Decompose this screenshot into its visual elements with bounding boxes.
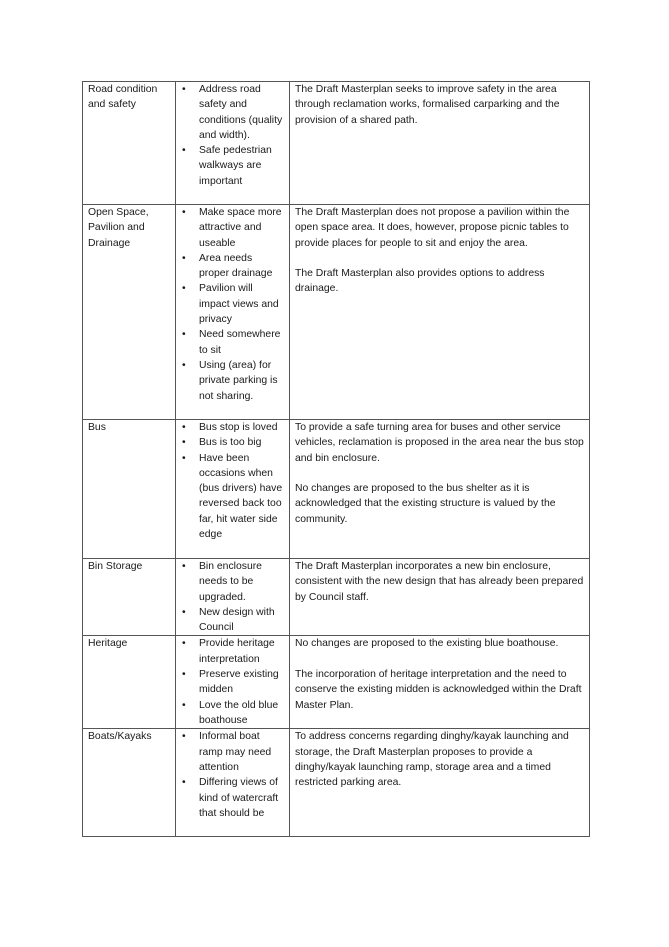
community-points-cell: [176, 205, 290, 420]
bullet-item: • Address road safety and conditions (quality and width).: [181, 82, 285, 143]
response-paragraph: To provide a safe turning area for buses and other service vehicles, reclamation is proposed in the area near the bus stop and bin enclosure.: [295, 422, 584, 464]
response-paragraph: No changes are proposed to the bus shelter as it is acknowledged that the existing structure is valued by the community.: [295, 483, 556, 525]
bullet-item: • Pavilion will impact views and privacy: [181, 281, 285, 327]
response-paragraph: To address concerns regarding dinghy/kayak launching and storage, the Draft Masterplan proposes to provide a dinghy/kayak launching ramp, storage area and a timed restricted parking area.: [295, 731, 569, 789]
response-paragraph: The incorporation of heritage interpretation and the need to conserve the existing midden is acknowledged within the Draft Master Plan.: [295, 669, 582, 711]
bullet-item: • Bus stop is loved: [181, 420, 285, 435]
bullet-list: [181, 82, 285, 189]
response-paragraph: No changes are proposed to the existing blue boathouse.: [295, 638, 559, 650]
topic-cell: Bin Storage: [83, 559, 176, 636]
bullet-item: • Preserve existing midden: [181, 667, 285, 698]
bullet-list: [181, 636, 285, 728]
community-points-cell: [176, 82, 290, 205]
response-cell: [290, 420, 590, 559]
table-row: [83, 82, 590, 205]
bullet-item: • Make space more attractive and useable: [181, 205, 285, 251]
table-row: [83, 636, 590, 729]
response-paragraph: The Draft Masterplan incorporates a new bin enclosure, consistent with the new design that has already been prepared by Council staff.: [295, 561, 584, 603]
bullet-item: • Love the old blue boathouse: [181, 698, 285, 729]
topic-cell: Heritage: [83, 636, 176, 729]
topic-cell: Bus: [83, 420, 176, 559]
community-points-cell: [176, 729, 290, 837]
bullet-list: [181, 205, 285, 404]
response-cell: [290, 82, 590, 205]
bullet-list: [181, 420, 285, 542]
bullet-item: • Have been occasions when (bus drivers) have reversed back too far, hit water side edge: [181, 451, 285, 543]
bullet-item: • Using (area) for private parking is not sharing.: [181, 358, 285, 404]
bullet-item: • Need somewhere to sit: [181, 327, 285, 358]
response-paragraph: The Draft Masterplan seeks to improve safety in the area through reclamation works, formalised carparking and the provision of a shared path.: [295, 84, 560, 126]
bullet-list: [181, 559, 285, 635]
bullet-item: • Area needs proper drainage: [181, 251, 285, 282]
response-cell: [290, 559, 590, 636]
bullet-item: • Safe pedestrian walkways are important: [181, 143, 285, 189]
response-cell: [290, 205, 590, 420]
bullet-item: • Bus is too big: [181, 435, 285, 450]
response-paragraph: The Draft Masterplan does not propose a pavilion within the open space area. It does, however, propose picnic tables to provide places for people to sit and enjoy the area.: [295, 207, 570, 249]
feedback-response-table: [82, 81, 590, 837]
response-cell: [290, 636, 590, 729]
bullet-item: • Informal boat ramp may need attention: [181, 729, 285, 775]
table-row: [83, 420, 590, 559]
table-row: [83, 205, 590, 420]
response-cell: [290, 729, 590, 837]
topic-cell: Open Space, Pavilion and Drainage: [83, 205, 176, 420]
topic-cell: Boats/Kayaks: [83, 729, 176, 837]
table-row: [83, 559, 590, 636]
bullet-item: • New design with Council: [181, 605, 285, 636]
topic-cell: Road condition and safety: [83, 82, 176, 205]
bullet-item: • Provide heritage interpretation: [181, 636, 285, 667]
community-points-cell: [176, 559, 290, 636]
bullet-list: [181, 729, 285, 821]
bullet-item: • Bin enclosure needs to be upgraded.: [181, 559, 285, 605]
table-row: [83, 729, 590, 837]
bullet-item: • Differing views of kind of watercraft that should be: [181, 775, 285, 821]
response-paragraph: The Draft Masterplan also provides options to address drainage.: [295, 268, 545, 295]
community-points-cell: [176, 636, 290, 729]
community-points-cell: [176, 420, 290, 559]
